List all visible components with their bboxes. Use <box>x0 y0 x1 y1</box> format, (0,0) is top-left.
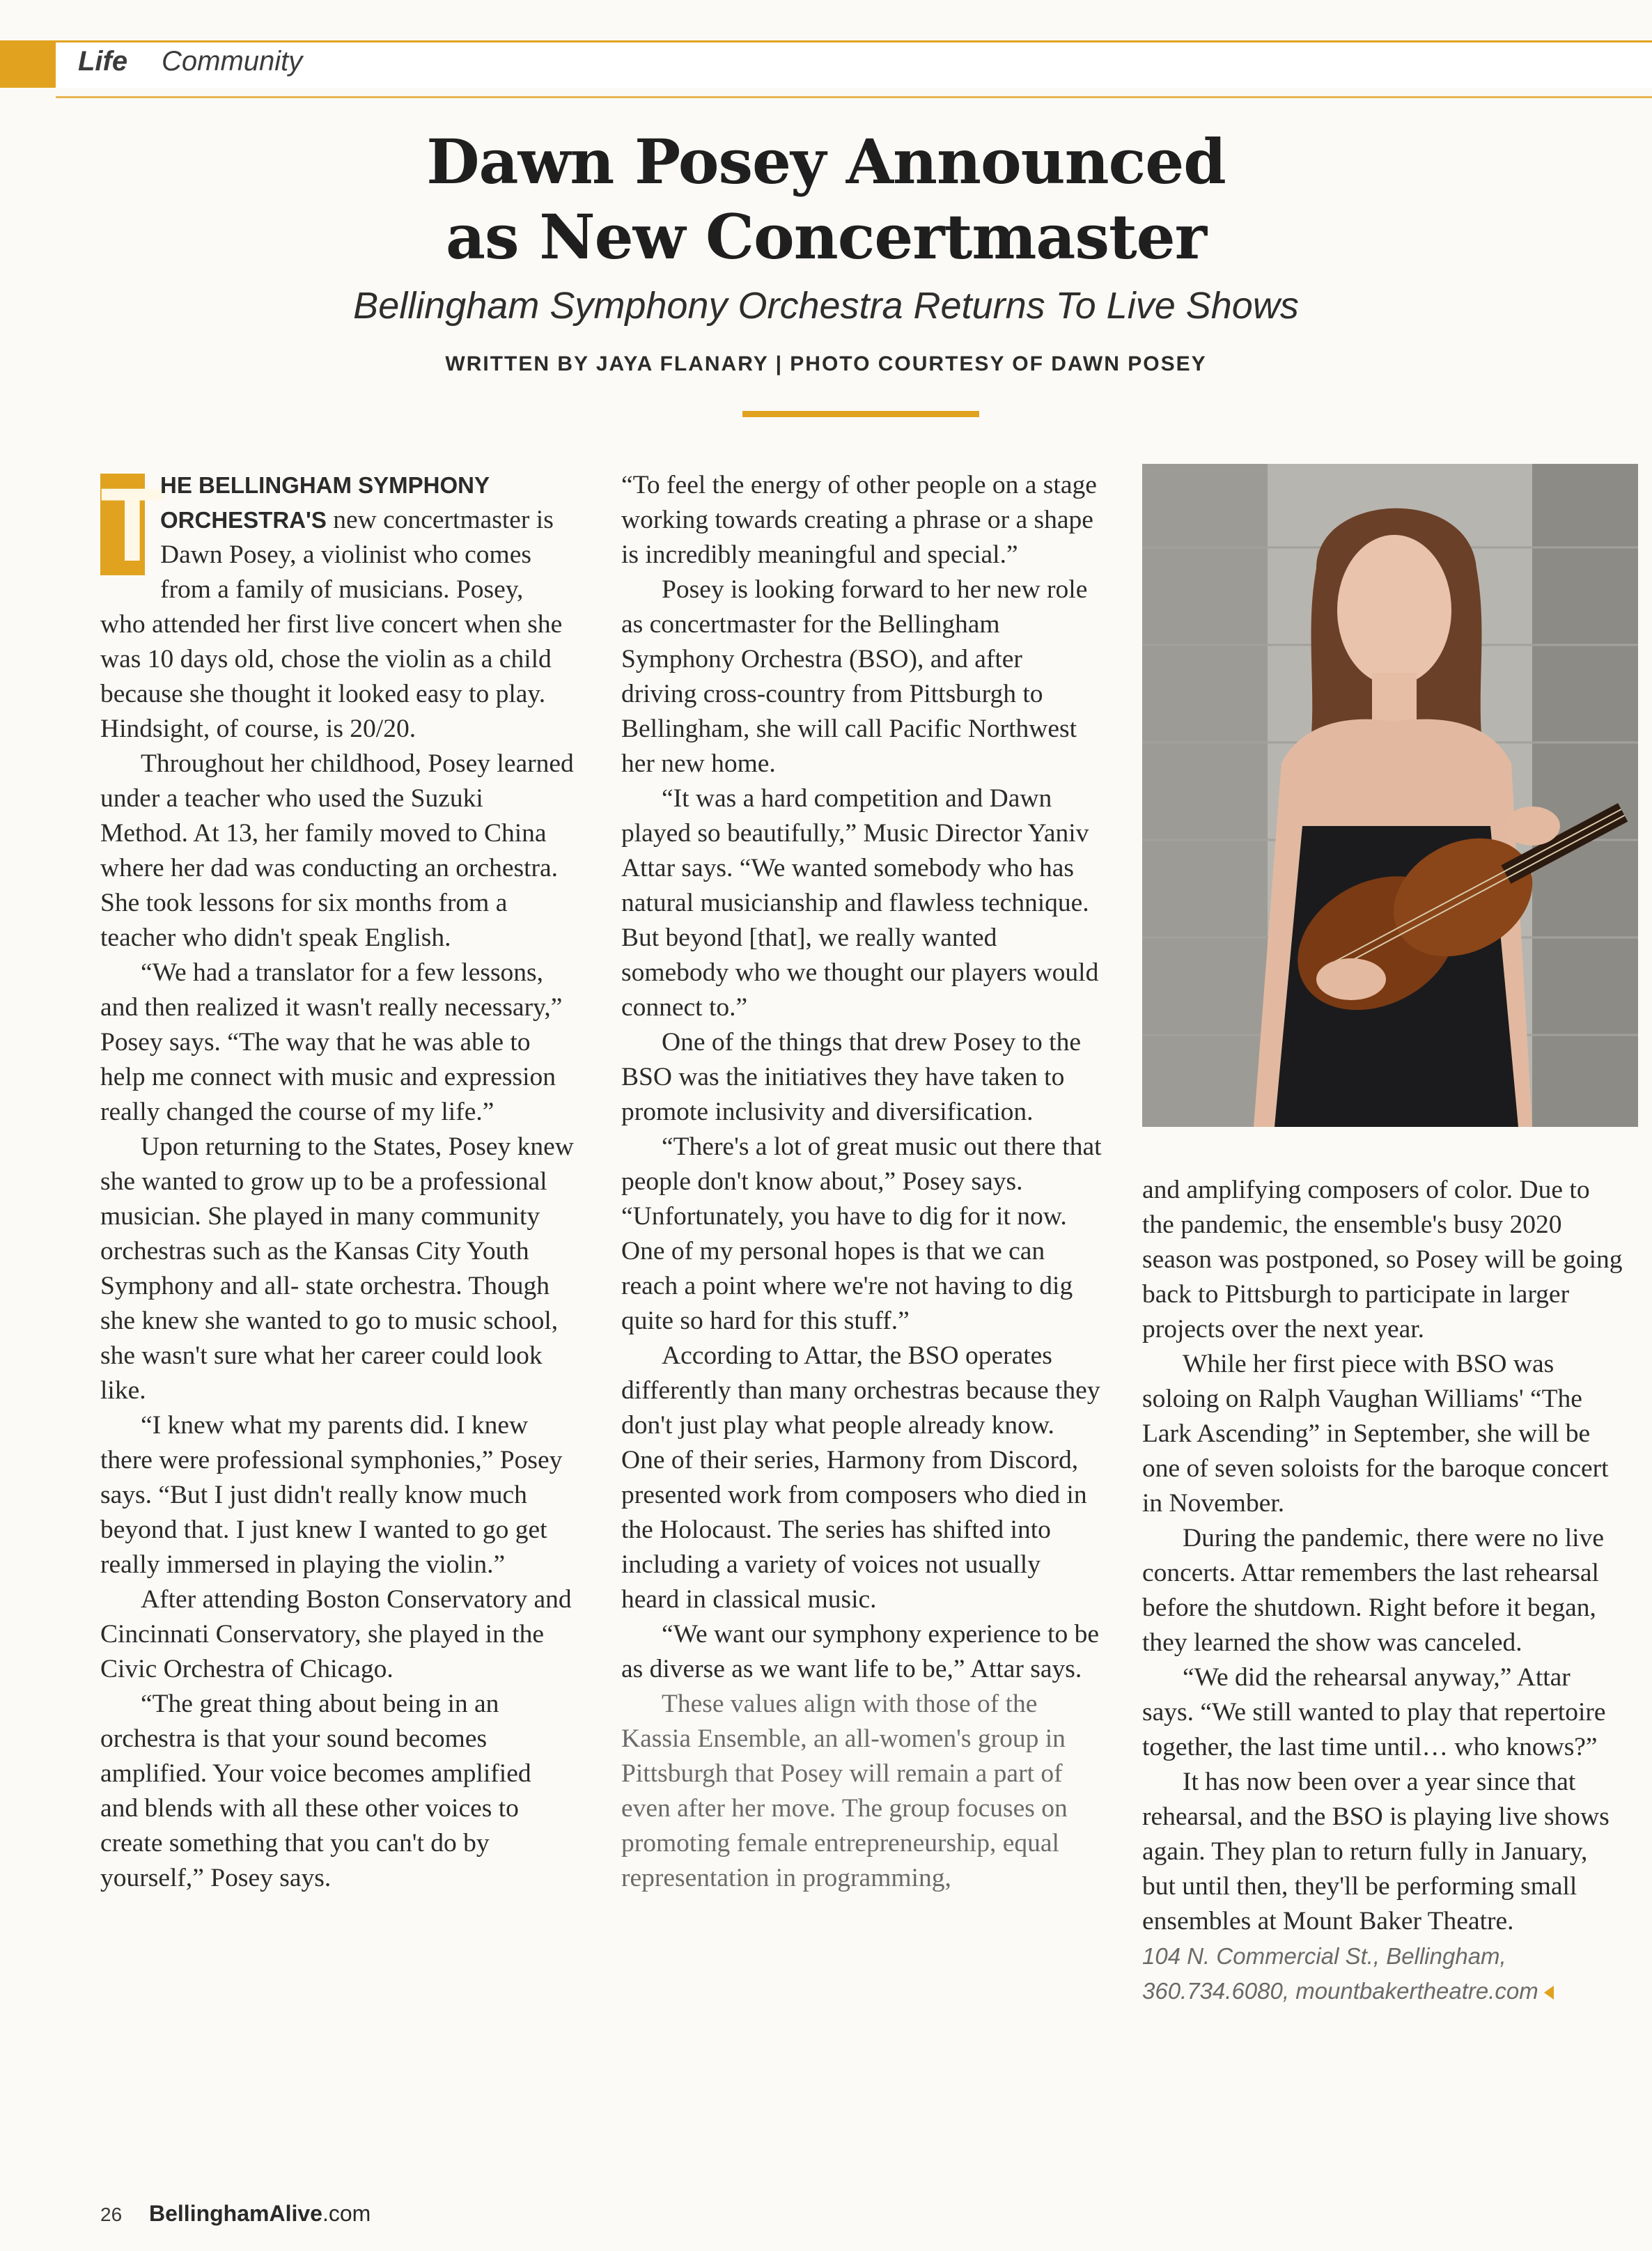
portrait-illustration <box>1142 464 1638 1127</box>
venue-info <box>1142 1939 1623 2009</box>
paragraph-text: new concertmaster is Dawn Posey, a violinist who comes from a family of musicians. Posey, who attended her first live concert when she was 10 days old, chose the violin as a child because she thought it looked easy to play. Hindsight, of course, is 20/20. <box>100 506 563 743</box>
article-paragraph: One of the things that drew Posey to the BSO was the initiatives they have taken to promote inclusivity and diversification. <box>621 1028 1081 1126</box>
article-paragraph: Posey is looking forward to her new role as concertmaster for the Bellingham Symphony Orchestra (BSO), and after driving cross-country from Pittsburgh to Bellingham, she will call Pacific Northwest her new home. <box>621 575 1088 778</box>
drop-cap: T <box>100 466 164 583</box>
footer-site-name <box>149 2201 371 2227</box>
article-column-3 <box>1142 1173 1623 2009</box>
venue-contact-line <box>1142 1974 1623 2009</box>
article-byline: WRITTEN BY JAYA FLANARY | PHOTO COURTESY OF DAWN POSEY <box>445 352 1207 375</box>
title-divider <box>742 411 979 417</box>
article-paragraph: and amplifying composers of color. Due to the pandemic, the ensemble's busy 2020 season was postponed, so Posey will be going back to Pittsburgh to participate in larger projects over the next year. <box>1142 1176 1623 1343</box>
section-secondary-label: Community <box>162 46 303 77</box>
article-paragraph: While her first piece with BSO was soloing on Ralph Vaughan Williams' “The Lark Ascending” in September, she will be one of seven soloists for the baroque concert in November. <box>1142 1350 1609 1518</box>
venue-contact: 360.734.6080, mountbakertheatre.com <box>1142 1978 1538 2004</box>
article-paragraph <box>100 468 574 747</box>
page-number: 26 <box>100 2204 123 2225</box>
footer-site-bold: BellinghamAlive <box>149 2201 322 2226</box>
article-paragraph: “To feel the energy of other people on a stage working towards creating a phrase or a shape is incredibly meaningful and special.” <box>621 471 1097 569</box>
article-column-1 <box>100 468 574 1896</box>
portrait-photo <box>1142 464 1638 1127</box>
article-subtitle: Bellingham Symphony Orchestra Returns To Live Shows <box>353 285 1299 327</box>
article-paragraph: “It was a hard competition and Dawn played so beautifully,” Music Director Yaniv Attar says. “We wanted somebody who has natural musicianship and flawless technique. But beyond [that], we really wanted somebody who we thought our players would connect to.” <box>621 784 1099 1022</box>
article-paragraph: “There's a lot of great music out there that people don't know about,” Posey says. “Unfortunately, you have to dig for it now. One of my personal hopes is that we can reach a point where we're not having to dig quite so hard for this stuff.” <box>621 1132 1102 1335</box>
article-paragraph: “I knew what my parents did. I knew there were professional symphonies,” Posey says. “But I just didn't really know much beyond that. I just knew I wanted to go get really immersed in playing the violin.” <box>100 1411 563 1579</box>
article-paragraph: “The great thing about being in an orchestra is that your sound becomes amplified. Your voice becomes amplified and blends with all these other voices to create something that you can't do by yourself,” Posey says. <box>100 1690 531 1892</box>
article-paragraph: It has now been over a year since that rehearsal, and the BSO is playing live shows again. They plan to return fully in January, but until then, they'll be performing small ensembles at Mount Baker Theatre. <box>1142 1768 1610 1935</box>
section-rule-bottom <box>56 96 1652 98</box>
article-paragraph: Upon returning to the States, Posey knew she wanted to grow up to be a professional musician. She played in many community orchestras such as the Kansas City Youth Symphony and all- state orchestra. Though she knew she wanted to go to music school, she wasn't sure what her career could look like. <box>100 1132 574 1405</box>
article-column-2 <box>621 468 1102 1896</box>
lead-in: HE BELLINGHAM SYMPHONY ORCHESTRA'S <box>160 472 490 533</box>
article-paragraph: These values align with those of the Kassia Ensemble, an all-women's group in Pittsburgh that Posey will remain a part of even after her move. The group focuses on promoting female entrepreneurship, equal representation in programming, <box>621 1690 1068 1892</box>
article-paragraph: Throughout her childhood, Posey learned under a teacher who used the Suzuki Method. At 13, her family moved to China where her dad was conducting an orchestra. She took lessons for six months from a teacher who didn't speak English. <box>100 749 574 952</box>
footer-site-suffix: .com <box>322 2201 371 2226</box>
article-paragraph: “We did the rehearsal anyway,” Attar says. “We still wanted to play that repertoire together, the last time until… who knows?” <box>1142 1663 1606 1761</box>
article-paragraph: After attending Boston Conservatory and Cincinnati Conservatory, she played in the Civic Orchestra of Chicago. <box>100 1585 572 1683</box>
article-paragraph: During the pandemic, there were no live concerts. Attar remembers the last rehearsal before the shutdown. Right before it began, they learned the show was canceled. <box>1142 1524 1604 1657</box>
section-rule-top <box>56 40 1652 42</box>
venue-address: 104 N. Commercial St., Bellingham, <box>1142 1943 1506 1969</box>
article-paragraph: According to Attar, the BSO operates differently than many orchestras because they don't just play what people already know. One of their series, Harmony from Discord, presented work from composers who died in the Holocaust. The series has shifted into including a variety of voices not usually heard in classical music. <box>621 1341 1100 1614</box>
headline-line-2: as New Concertmaster <box>446 201 1206 273</box>
section-accent-block <box>0 40 56 88</box>
headline-line-1: Dawn Posey Announced <box>426 125 1226 198</box>
article-headline <box>209 124 1443 274</box>
end-mark-arrow-icon <box>1544 1986 1554 2000</box>
article-paragraph: “We had a translator for a few lessons, and then realized it wasn't really necessary,” Posey says. “The way that he was able to help me connect with music and expression really changed the course of my life.” <box>100 958 563 1126</box>
article-paragraph: “We want our symphony experience to be as diverse as we want life to be,” Attar says. <box>621 1620 1100 1683</box>
section-primary-label: Life <box>78 46 128 77</box>
